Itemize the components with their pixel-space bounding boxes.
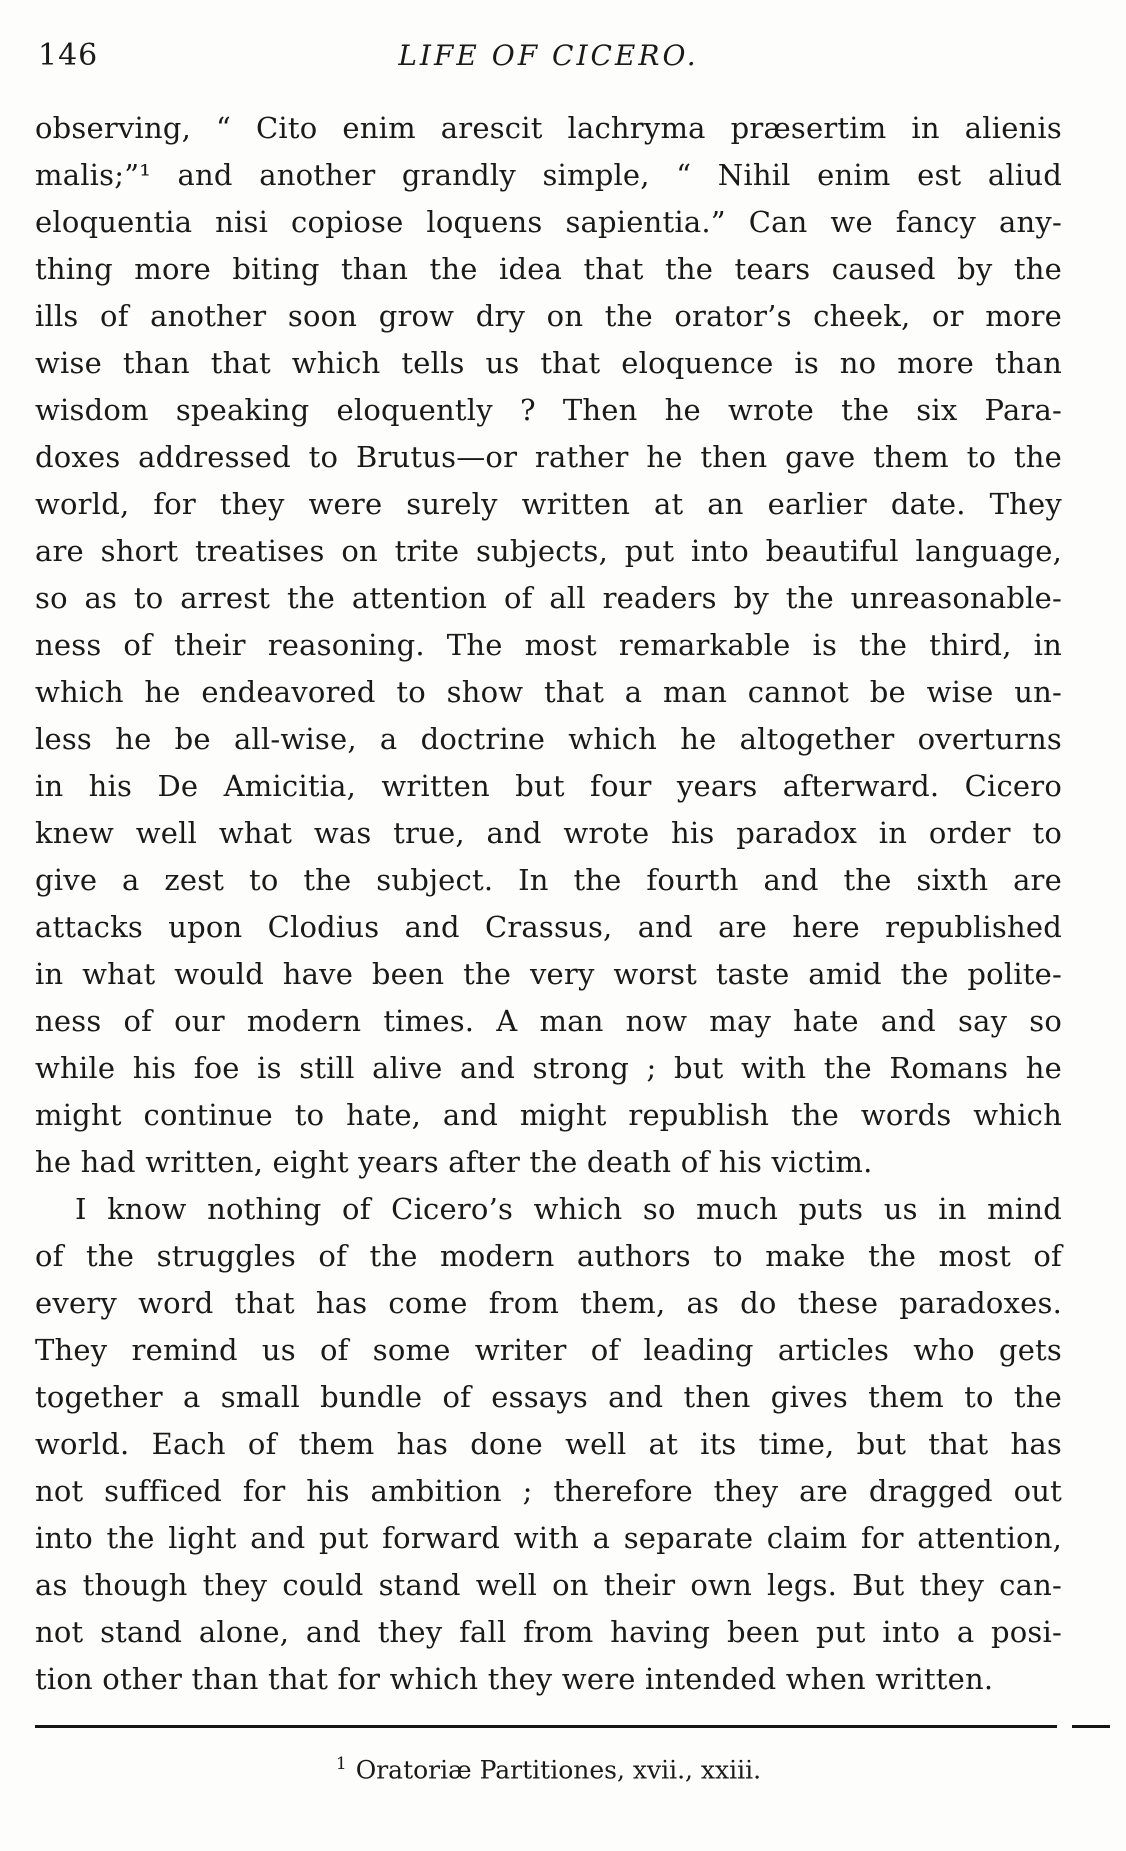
text-line: so as to arrest the attention of all readers by the unreasonable- [35, 581, 1062, 615]
paragraph [35, 1186, 1062, 1703]
text-line: doxes addressed to Brutus—or rather he then gave them to the [35, 440, 1062, 474]
text-line: ness of their reasoning. The most remarkable is the third, in [35, 628, 1062, 662]
text-line: wise than that which tells us that eloquence is no more than [35, 346, 1062, 380]
footnote-rule-dash [1072, 1725, 1110, 1728]
text-line: of the struggles of the modern authors to make the most of [35, 1239, 1062, 1273]
text-line: They remind us of some writer of leading articles who gets [35, 1333, 1062, 1367]
running-head [35, 36, 1062, 78]
footnote [35, 1754, 1062, 1784]
text-line: observing, “ Cito enim arescit lachryma præsertim in alienis [35, 111, 1062, 145]
footnote-marker: 1 [335, 1754, 347, 1774]
text-line: ness of our modern times. A man now may hate and say so [35, 1004, 1062, 1038]
page-number: 146 [38, 38, 99, 73]
text-line: attacks upon Clodius and Crassus, and are here republished [35, 910, 1062, 944]
footnote-text: Oratoriæ Partitiones, xvii., xxiii. [355, 1755, 762, 1785]
text-line: malis;”¹ and another grandly simple, “ Nihil enim est aliud [35, 158, 1062, 192]
text-line: might continue to hate, and might republish the words which [35, 1098, 1062, 1132]
text-line: in what would have been the very worst taste amid the polite- [35, 957, 1062, 991]
text-line: world, for they were surely written at an earlier date. They [35, 487, 1062, 521]
text-line: ills of another soon grow dry on the orator’s cheek, or more [35, 299, 1062, 333]
text-line: give a zest to the subject. In the fourth and the sixth are [35, 863, 1062, 897]
text-line: which he endeavored to show that a man cannot be wise un- [35, 675, 1062, 709]
text-line: eloquentia nisi copiose loquens sapientia.” Can we fancy any- [35, 205, 1062, 239]
text-line: wisdom speaking eloquently ? Then he wrote the six Para- [35, 393, 1062, 427]
text-line: in his De Amicitia, written but four years afterward. Cicero [35, 769, 1062, 803]
text-line: while his foe is still alive and strong ; but with the Romans he [35, 1051, 1062, 1085]
running-title: LIFE OF CICERO. [398, 39, 699, 72]
text-line: every word that has come from them, as do these paradoxes. [35, 1286, 1062, 1320]
text-line: he had written, eight years after the death of his victim. [35, 1145, 873, 1179]
text-line: not stand alone, and they fall from having been put into a posi- [35, 1615, 1062, 1649]
text-line: tion other than that for which they were intended when written. [35, 1662, 994, 1696]
text-line: knew well what was true, and wrote his paradox in order to [35, 816, 1062, 850]
text-line: together a small bundle of essays and then gives them to the [35, 1380, 1062, 1414]
text-line: not sufficed for his ambition ; therefore they are dragged out [35, 1474, 1062, 1508]
body-text [35, 105, 1062, 1703]
text-line: world. Each of them has done well at its time, but that has [35, 1427, 1062, 1461]
text-line: into the light and put forward with a separate claim for attention, [35, 1521, 1062, 1555]
paragraph [35, 105, 1062, 1186]
text-line: are short treatises on trite subjects, put into beautiful language, [35, 534, 1062, 568]
text-line: thing more biting than the idea that the tears caused by the [35, 252, 1062, 286]
text-line: I know nothing of Cicero’s which so much puts us in mind [75, 1192, 1062, 1226]
footnote-rule [35, 1725, 1057, 1728]
text-line: less he be all-wise, a doctrine which he altogether overturns [35, 722, 1062, 756]
text-line: as though they could stand well on their own legs. But they can- [35, 1568, 1062, 1602]
